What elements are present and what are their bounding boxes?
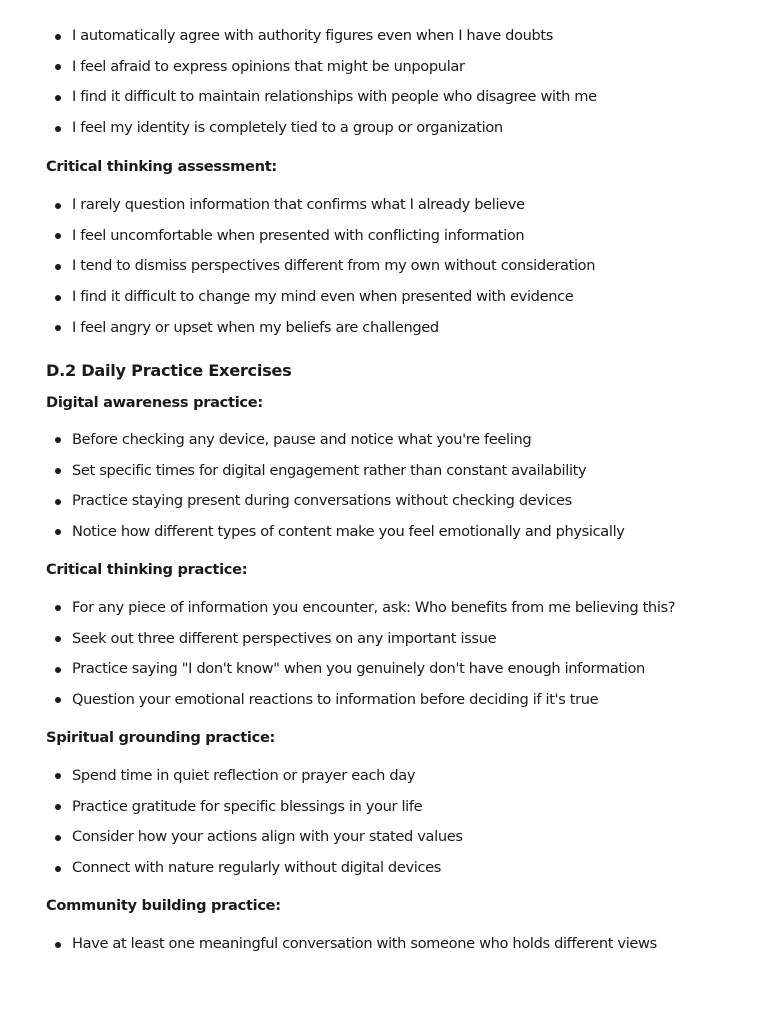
list-item-text: Question your emotional reactions to information before deciding if it's true	[72, 690, 599, 708]
bullet-icon	[55, 866, 61, 872]
list-item	[46, 491, 772, 511]
list-item-text: I rarely question information that confirms what I already believe	[72, 196, 525, 214]
bullet-icon	[55, 636, 61, 642]
bullet-icon	[55, 325, 61, 331]
list-item	[46, 226, 772, 246]
list-item	[46, 57, 772, 77]
list-item-text: I find it difficult to change my mind even when presented with evidence	[72, 288, 574, 306]
bullet-icon	[55, 64, 61, 70]
digital-awareness-heading: Digital awareness practice:	[46, 393, 263, 411]
list-item-text: For any piece of information you encounter, ask: Who benefits from me believing this?	[72, 598, 676, 616]
bullet-icon	[55, 203, 61, 209]
spiritual-practice-list	[46, 766, 772, 878]
list-item	[46, 256, 772, 276]
bullet-icon	[55, 499, 61, 505]
critical-assessment-list	[46, 195, 772, 338]
list-item-text: I tend to dismiss perspectives different from my own without consideration	[72, 257, 596, 275]
section-title: D.2 Daily Practice Exercises	[46, 360, 292, 380]
document-page	[0, 26, 772, 954]
bullet-icon	[55, 95, 61, 101]
bullet-icon	[55, 126, 61, 132]
spiritual-practice-heading: Spiritual grounding practice:	[46, 728, 276, 746]
list-item-text: Seek out three different perspectives on any important issue	[72, 629, 497, 647]
list-item-text: Connect with nature regularly without digital devices	[72, 859, 442, 876]
list-item-text: Have at least one meaningful conversation with someone who holds different views	[72, 935, 657, 952]
list-item	[46, 195, 772, 215]
list-item	[46, 430, 772, 450]
critical-practice-list	[46, 598, 772, 710]
list-item-text: Practice staying present during conversations without checking devices	[72, 492, 572, 510]
critical-assessment-heading: Critical thinking assessment:	[46, 158, 277, 176]
list-item	[46, 87, 772, 107]
list-item	[46, 690, 772, 710]
community-practice-list	[46, 934, 772, 954]
bullet-icon	[55, 667, 61, 673]
list-item-text: Practice gratitude for specific blessings in your life	[72, 797, 423, 815]
digital-awareness-list	[46, 430, 772, 542]
list-item	[46, 461, 772, 481]
community-practice-heading: Community building practice:	[46, 897, 281, 914]
list-item	[46, 287, 772, 307]
list-item	[46, 629, 772, 649]
critical-practice-heading: Critical thinking practice:	[46, 560, 248, 578]
bullet-icon	[55, 804, 61, 810]
bullet-icon	[55, 773, 61, 779]
list-item-text: I find it difficult to maintain relationships with people who disagree with me	[72, 88, 597, 106]
list-item	[46, 318, 772, 338]
list-item-text: I feel angry or upset when my beliefs are challenged	[72, 318, 439, 336]
list-item	[46, 659, 772, 679]
list-item	[46, 827, 772, 847]
list-item	[46, 118, 772, 138]
list-item	[46, 598, 772, 618]
list-item	[46, 766, 772, 786]
list-item	[46, 522, 772, 542]
list-item	[46, 797, 772, 817]
list-item-text: I feel my identity is completely tied to a group or organization	[72, 119, 503, 137]
list-item	[46, 26, 772, 46]
bullet-icon	[55, 468, 61, 474]
list-item-text: I feel uncomfortable when presented with conflicting information	[72, 226, 525, 244]
bullet-icon	[55, 529, 61, 535]
list-item-text: I feel afraid to express opinions that might be unpopular	[72, 57, 465, 75]
bullet-icon	[55, 942, 61, 948]
bullet-icon	[55, 295, 61, 301]
list-item-text: Before checking any device, pause and notice what you're feeling	[72, 430, 532, 448]
list-item	[46, 858, 772, 878]
list-item-text: Practice saying "I don't know" when you genuinely don't have enough information	[72, 660, 645, 678]
bullet-icon	[55, 835, 61, 841]
bullet-icon	[55, 233, 61, 239]
top-list	[46, 26, 772, 138]
bullet-icon	[55, 605, 61, 611]
bullet-icon	[55, 264, 61, 270]
bullet-icon	[55, 697, 61, 703]
list-item-text: Consider how your actions align with your stated values	[72, 828, 463, 846]
list-item	[46, 934, 772, 954]
list-item-text: Spend time in quiet reflection or prayer each day	[72, 766, 416, 784]
list-item-text: Set specific times for digital engagement rather than constant availability	[72, 461, 587, 479]
list-item-text: I automatically agree with authority figures even when I have doubts	[72, 27, 554, 44]
list-item-text: Notice how different types of content make you feel emotionally and physically	[72, 522, 625, 540]
bullet-icon	[55, 34, 61, 40]
bullet-icon	[55, 437, 61, 443]
